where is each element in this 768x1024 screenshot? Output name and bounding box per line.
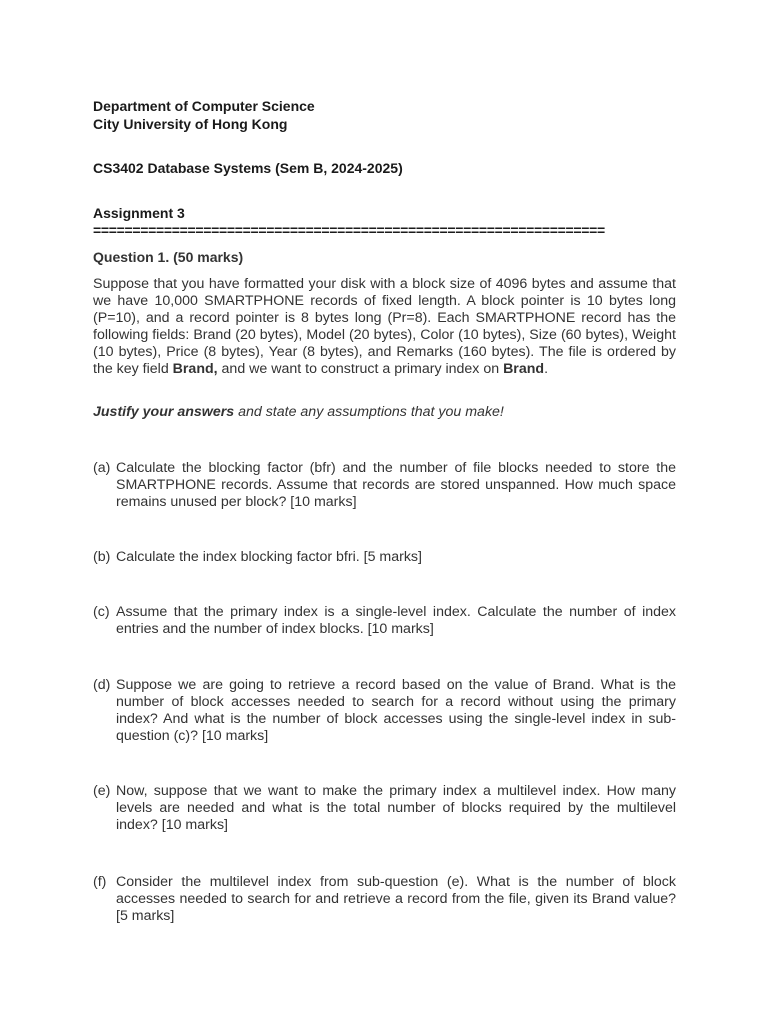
question-text-part-2: and we want to construct a primary index on <box>217 360 504 377</box>
subquestion-label: (c) <box>93 604 110 620</box>
brand-keyword-2: Brand <box>503 360 545 377</box>
subquestion-a <box>93 460 676 511</box>
subquestion-label: (a) <box>93 460 111 476</box>
subquestion-text: Calculate the index blocking factor bfri. [5 marks] <box>116 549 422 565</box>
department-name: Department of Computer Science <box>93 98 315 114</box>
subquestion-label: (d) <box>93 677 111 693</box>
subquestion-label: (b) <box>93 549 111 565</box>
assignment-title: Assignment 3 <box>93 205 185 221</box>
justify-note <box>93 404 504 420</box>
subquestion-text: Now, suppose that we want to make the primary index a multilevel index. How many levels are needed and what is the total number of blocks required by the multilevel index? [10 marks] <box>116 783 676 833</box>
subquestion-text: Calculate the blocking factor (bfr) and the number of file blocks needed to store the SMARTPHONE records. Assume that records are stored unspanned. How much space remains unused per block? [10 marks] <box>116 460 676 510</box>
justify-note-rest: and state any assumptions that you make! <box>234 404 504 420</box>
question-title: Question 1. (50 marks) <box>93 249 244 265</box>
course-title: CS3402 Database Systems (Sem B, 2024-2025) <box>93 160 403 176</box>
question-description <box>93 276 676 377</box>
subquestion-label: (f) <box>93 874 107 890</box>
subquestion-b <box>93 549 676 566</box>
separator-rule: ================================================================= <box>93 222 605 238</box>
subquestion-e <box>93 783 676 834</box>
subquestion-text: Assume that the primary index is a single-level index. Calculate the number of index entries and the number of index blocks. [10 marks] <box>116 604 676 637</box>
subquestion-label: (e) <box>93 783 111 799</box>
justify-note-bold: Justify your answers <box>93 404 235 420</box>
subquestion-text: Consider the multilevel index from sub-question (e). What is the number of block accesses needed to search for and retrieve a record from the file, given its Brand value? [5 marks] <box>116 874 676 924</box>
subquestion-text: Suppose we are going to retrieve a record based on the value of Brand. What is the number of block accesses needed to search for a record without using the primary index? And what is the number of block accesses using the single-level index in sub-question (c)? [10 marks] <box>116 677 676 744</box>
question-text-part-1: Suppose that you have formatted your disk with a block size of 4096 bytes and assume that we have 10,000 SMARTPHONE records of fixed length. A block pointer is 10 bytes long (P=10), and a record pointer is 8 bytes long (Pr=8). Each SMARTPHONE record has the following fields: Brand (20 bytes), Model (20 bytes), Color (10 bytes), Size (60 bytes), Weight (10 bytes), Price (8 bytes), Year (8 bytes), and Remarks (160 bytes). The file is ordered by the key field <box>93 276 676 377</box>
subquestion-d <box>93 677 676 745</box>
brand-keyword-1: Brand, <box>172 360 218 377</box>
subquestion-f <box>93 874 676 925</box>
question-text-part-3: . <box>544 360 549 377</box>
university-name: City University of Hong Kong <box>93 116 288 132</box>
subquestion-c <box>93 604 676 638</box>
